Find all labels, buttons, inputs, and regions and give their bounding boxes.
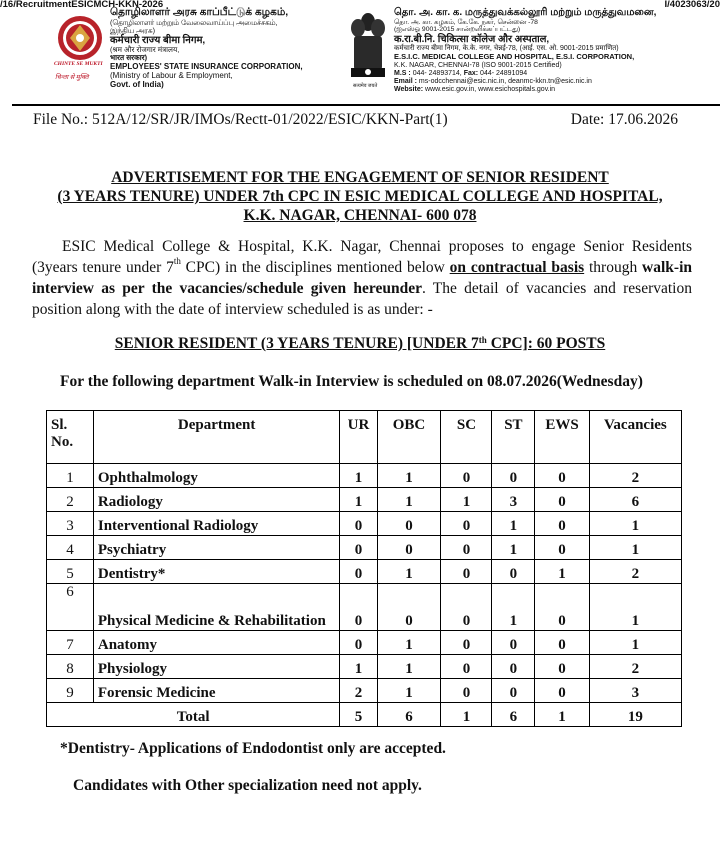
college-tamil-iso: (ஐஎஸ்ஓ 9001-2015 சான்றளிக்கப்பட்டது): [394, 26, 521, 34]
cell-sc: 0: [441, 536, 492, 560]
table-row: [47, 536, 682, 560]
cell-sc: 1: [441, 488, 492, 512]
english-org-name: EMPLOYEES' STATE INSURANCE CORPORATION,: [110, 61, 303, 71]
cell-vacancies: 3: [589, 679, 681, 703]
cell-ur: 0: [340, 631, 377, 655]
college-hindi-name: क.रा.बी.नि. चिकित्सा कॉलेज और अस्पताल,: [394, 34, 550, 46]
cell-st: 1: [492, 584, 535, 631]
total-st: 6: [492, 703, 535, 727]
cell-vacancies: 2: [589, 464, 681, 488]
cell-st: 1: [492, 512, 535, 536]
cell-ur: 1: [340, 655, 377, 679]
cell-sl: 9: [47, 679, 94, 703]
cell-st: 0: [492, 655, 535, 679]
total-obc: 6: [377, 703, 441, 727]
total-sc: 1: [441, 703, 492, 727]
cell-sc: 0: [441, 560, 492, 584]
cell-department: Radiology: [93, 488, 340, 512]
table-row: [47, 464, 682, 488]
cell-st: 0: [492, 679, 535, 703]
cell-sl: 8: [47, 655, 94, 679]
cell-st: 0: [492, 464, 535, 488]
cell-obc: 1: [377, 560, 441, 584]
cell-ews: 0: [535, 655, 589, 679]
total-label: Total: [47, 703, 340, 727]
table-row: [47, 560, 682, 584]
college-english-name: E.S.I.C. MEDICAL COLLEGE AND HOSPITAL, E.S.I. CORPORATION,: [394, 52, 635, 62]
cell-sc: 0: [441, 584, 492, 631]
cell-ews: 1: [535, 560, 589, 584]
cell-sc: 0: [441, 631, 492, 655]
cell-sl: 3: [47, 512, 94, 536]
col-ews: EWS: [535, 411, 589, 464]
table-row: [47, 512, 682, 536]
tamil-govt: இந்திய அரசு): [110, 25, 156, 35]
file-number: File No.: 512A/12/SR/JR/IMOs/Rectt-01/2022/ESIC/KKN-Part(1): [33, 111, 448, 128]
col-sc: SC: [441, 411, 492, 464]
table-row: [47, 488, 682, 512]
cell-sc: 0: [441, 464, 492, 488]
cell-department: Forensic Medicine: [93, 679, 340, 703]
cell-obc: 0: [377, 512, 441, 536]
cell-ews: 0: [535, 512, 589, 536]
cell-vacancies: 2: [589, 655, 681, 679]
col-ur: UR: [340, 411, 377, 464]
intro-paragraph: ESIC Medical College & Hospital, K.K. Nagar, Chennai proposes to engage Senior Residents (3years tenure under 7th CPC) in the disciplines mentioned below on contractual basis through walk-in interview as per the vacancies/schedule given hereunder. The detail of vacancies and reservation position along with the date of interview scheduled is as under: -: [32, 238, 692, 318]
cell-sl: 6: [47, 584, 94, 631]
cell-st: 0: [492, 560, 535, 584]
cell-ur: 1: [340, 464, 377, 488]
cell-vacancies: 1: [589, 584, 681, 631]
cell-sl: 1: [47, 464, 94, 488]
cell-obc: 1: [377, 655, 441, 679]
hindi-govt: भारत सरकार): [110, 53, 148, 63]
college-website: Website: www.esic.gov.in, www.esichospitals.gov.in: [394, 86, 556, 94]
cell-st: 1: [492, 536, 535, 560]
col-obc: OBC: [377, 411, 441, 464]
title-line-2: (3 YEARS TENURE) UNDER 7th CPC IN ESIC MEDICAL COLLEGE AND HOSPITAL,: [57, 188, 663, 205]
cell-ews: 0: [535, 536, 589, 560]
cell-ews: 0: [535, 464, 589, 488]
esic-logo-icon: [55, 14, 105, 62]
cell-department: Physiology: [93, 655, 340, 679]
cell-obc: 1: [377, 488, 441, 512]
cell-obc: 0: [377, 584, 441, 631]
vacancy-table: [46, 410, 682, 727]
total-ews: 1: [535, 703, 589, 727]
title-line-1: ADVERTISEMENT FOR THE ENGAGEMENT OF SENIOR RESIDENT: [111, 169, 609, 186]
cell-department: Anatomy: [93, 631, 340, 655]
cell-department: Physical Medicine & Rehabilitation: [93, 584, 340, 631]
college-hindi-address: कर्मचारी राज्य बीमा निगम, के.के. नगर, चेन्नई-78, (आई. एस. ओ. 9001-2015 प्रमाणित): [394, 45, 619, 53]
emblem-caption: सत्यमेव जयते: [353, 84, 378, 89]
dentistry-note: *Dentistry- Applications of Endodontist only are accepted.: [60, 740, 446, 757]
table-header-row: [47, 411, 682, 464]
cell-vacancies: 1: [589, 536, 681, 560]
cell-sl: 4: [47, 536, 94, 560]
title-line-3: K.K. NAGAR, CHENNAI- 600 078: [243, 207, 477, 224]
college-tamil-address: தொ. அ. கா. கழகம், கே.கே. நகர், சென்னை -78: [394, 18, 538, 26]
col-st: ST: [492, 411, 535, 464]
cell-sl: 2: [47, 488, 94, 512]
table-row: [47, 679, 682, 703]
cell-ur: 0: [340, 512, 377, 536]
specialization-note: Candidates with Other specialization need not apply.: [73, 777, 422, 794]
posts-heading: SENIOR RESIDENT (3 YEARS TENURE) [UNDER 7th CPC]: 60 POSTS: [114, 335, 606, 352]
total-ur: 5: [340, 703, 377, 727]
cell-sc: 0: [441, 512, 492, 536]
cell-st: 0: [492, 631, 535, 655]
logo-tagline: चिन्ता से मुक्ति: [55, 74, 89, 81]
cell-vacancies: 6: [589, 488, 681, 512]
college-email: Email : ms-odcchennai@esic.nic.in, deanmc-kkn.tn@esic.nic.in: [394, 78, 592, 86]
table-row: [47, 631, 682, 655]
table-total-row: [47, 703, 682, 727]
cell-vacancies: 1: [589, 631, 681, 655]
reference-strip-left: /16/RecruitmentESICMCH-KKN-2026: [0, 0, 164, 10]
cell-ur: 0: [340, 584, 377, 631]
table-row: [47, 655, 682, 679]
cell-sc: 0: [441, 679, 492, 703]
hindi-org-name: कर्मचारी राज्य बीमा निगम,: [110, 35, 206, 47]
cell-ur: 0: [340, 536, 377, 560]
header-divider: [12, 104, 720, 106]
english-ministry: (Ministry of Labour & Employment,: [110, 70, 233, 80]
college-english-address: K.K. NAGAR, CHENNAI-78 (ISO 9001-2015 Certified): [394, 62, 562, 70]
esic-header: [110, 7, 303, 89]
tamil-org-name: தொழிலாளர் அரசு காப்பீட்டுக் கழகம்,: [110, 6, 289, 18]
national-emblem-icon: [347, 8, 389, 86]
table-row: [47, 584, 682, 631]
cell-sc: 0: [441, 655, 492, 679]
cell-ews: 0: [535, 584, 589, 631]
college-contact: M.S : 044- 24893714, Fax: 044- 24891094: [394, 70, 528, 78]
cell-obc: 0: [377, 536, 441, 560]
interview-schedule: For the following department Walk-in Interview is scheduled on 08.07.2026(Wednesday): [60, 373, 643, 390]
college-header: [394, 7, 656, 94]
cell-ur: 0: [340, 560, 377, 584]
english-govt: Govt. of India): [110, 79, 164, 89]
cell-obc: 1: [377, 631, 441, 655]
cell-department: Dentistry*: [93, 560, 340, 584]
logo-motto: CHINTE SE MUKTI: [54, 61, 103, 67]
cell-st: 3: [492, 488, 535, 512]
document-date: Date: 17.06.2026: [570, 111, 678, 128]
col-sl: Sl. No.: [47, 411, 94, 464]
cell-obc: 1: [377, 679, 441, 703]
col-department: Department: [93, 411, 340, 464]
cell-ur: 1: [340, 488, 377, 512]
cell-obc: 1: [377, 464, 441, 488]
cell-department: Interventional Radiology: [93, 512, 340, 536]
college-tamil-name: தொ. அ. கா. க. மருத்துவக்கல்லூரி மற்றும் மருத்துவமனை,: [394, 7, 657, 18]
cell-department: Ophthalmology: [93, 464, 340, 488]
hindi-ministry: (श्रम और रोजगार मंत्रालय,: [110, 45, 180, 55]
cell-department: Psychiatry: [93, 536, 340, 560]
cell-ews: 0: [535, 488, 589, 512]
tamil-ministry: (தொழிலாளர் மற்றும் வேலைவாய்ப்பு அமைச்சகம்,: [110, 17, 278, 27]
cell-sl: 7: [47, 631, 94, 655]
col-vacancies: Vacancies: [589, 411, 681, 464]
cell-vacancies: 2: [589, 560, 681, 584]
reference-strip-right: I/4023063/20: [664, 0, 720, 10]
total-vacancies: 19: [589, 703, 681, 727]
cell-ur: 2: [340, 679, 377, 703]
cell-ews: 0: [535, 631, 589, 655]
cell-sl: 5: [47, 560, 94, 584]
cell-vacancies: 1: [589, 512, 681, 536]
cell-ews: 0: [535, 679, 589, 703]
